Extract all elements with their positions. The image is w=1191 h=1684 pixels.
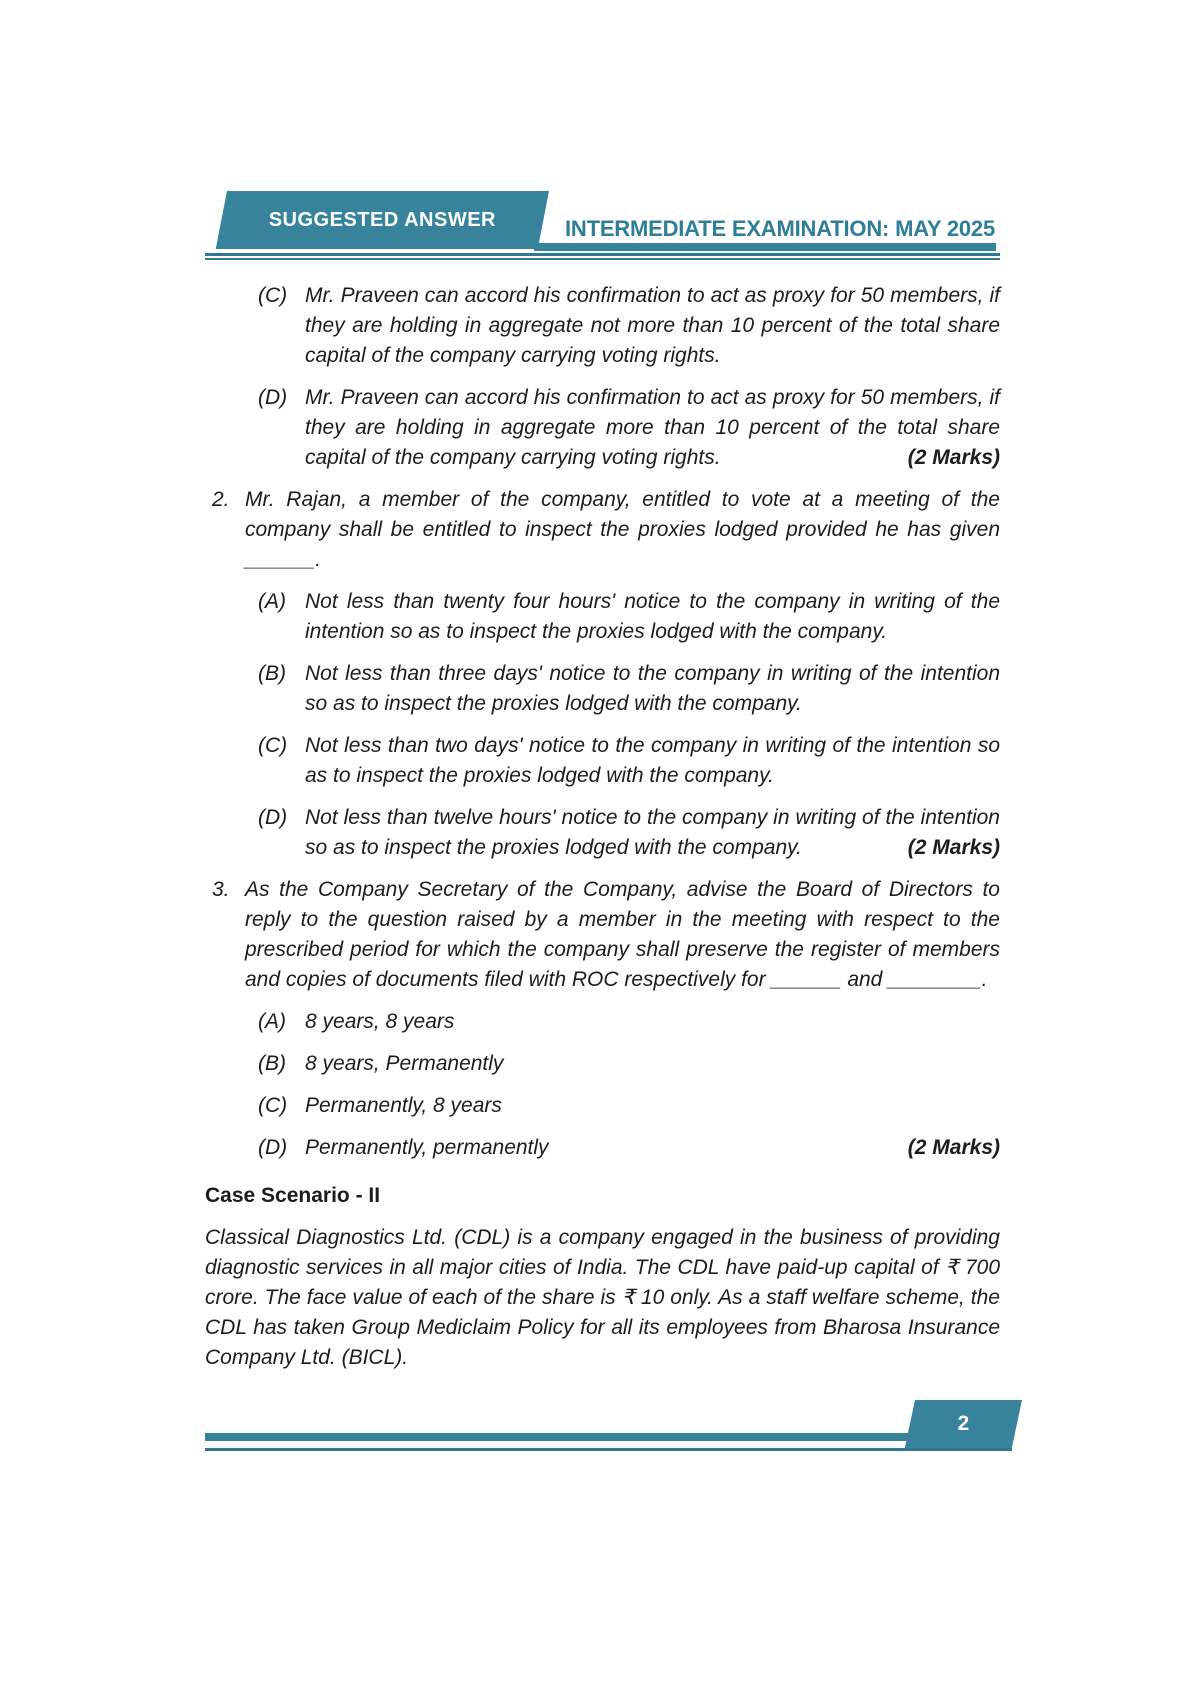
option-text: Not less than twelve hours' notice to the company in writing of the intention so as to inspect the proxies lodged with the company. — [305, 806, 1000, 859]
option-label: (D) — [258, 386, 288, 409]
option-text: Not less than two days' notice to the company in writing of the intention so as to inspect the proxies lodged with the company. — [305, 734, 1000, 787]
option-label: (B) — [258, 662, 286, 685]
marks-badge: (2 Marks) — [907, 1136, 1000, 1159]
question-number: 2. — [212, 488, 230, 511]
q3-option-b — [205, 1049, 1000, 1079]
option-label: (A) — [258, 590, 286, 613]
q2-option-d — [205, 803, 1000, 863]
option-text: Permanently, permanently — [305, 1136, 549, 1159]
option-text: 8 years, Permanently — [305, 1052, 504, 1075]
option-label: (A) — [258, 1010, 286, 1033]
exam-title: INTERMEDIATE EXAMINATION: MAY 2025 — [564, 216, 995, 241]
case-scenario-paragraph: Classical Diagnostics Ltd. (CDL) is a company engaged in the business of providing diagnostic services in all major cities of India. The CDL have paid-up capital of ₹ 700 crore. The face value of each of the share is ₹ 10 only. As a staff welfare scheme, the CDL has taken Group Mediclaim Policy for all its employees from Bharosa Insurance Company Ltd. (BICL). — [205, 1226, 1000, 1369]
option-text: Mr. Praveen can accord his confirmation to act as proxy for 50 members, if they are holding in aggregate not more than 10 percent of the total share capital of the company carrying voting rights. — [305, 284, 1000, 367]
option-text: Not less than three days' notice to the company in writing of the intention so as to inspect the proxies lodged with the company. — [305, 662, 1000, 715]
question-text: Mr. Rajan, a member of the company, entitled to vote at a meeting of the company shall be entitled to inspect the proxies lodged provided he has given ______. — [245, 488, 1000, 571]
option-label: (C) — [258, 734, 288, 757]
question-text: As the Company Secretary of the Company, advise the Board of Directors to reply to the question raised by a member in the meeting with respect to the prescribed period for which the company shall preserve the register of members and copies of documents filed with ROC respectively for ______ and ________. — [245, 878, 1000, 991]
suggested-answer-banner — [216, 191, 549, 249]
q2-option-b — [205, 659, 1000, 719]
option-label: (D) — [258, 1136, 288, 1159]
marks-badge: (2 Marks) — [907, 446, 1000, 469]
q3-option-a — [205, 1007, 1000, 1037]
question-number: 3. — [212, 878, 230, 901]
option-text: Permanently, 8 years — [305, 1094, 502, 1117]
case-scenario-heading: Case Scenario - II — [205, 1184, 381, 1207]
q3-option-c — [205, 1091, 1000, 1121]
option-label: (B) — [258, 1052, 286, 1075]
banner-label: SUGGESTED ANSWER — [268, 209, 497, 231]
option-label: (C) — [258, 284, 288, 307]
option-text: Mr. Praveen can accord his confirmation to act as proxy for 50 members, if they are holding in aggregate more than 10 percent of the total share capital of the company carrying voting rights. — [305, 386, 1000, 469]
option-text: 8 years, 8 years — [305, 1010, 455, 1033]
question-3 — [205, 875, 1000, 995]
question-2 — [205, 485, 1000, 575]
page-number: 2 — [957, 1412, 970, 1435]
option-text: Not less than twenty four hours' notice to the company in writing of the intention so as to inspect the proxies lodged with the company. — [305, 590, 1000, 643]
option-label: (D) — [258, 806, 288, 829]
footer-bar — [205, 1433, 911, 1441]
q2-option-c — [205, 731, 1000, 791]
header-rule-thick — [205, 253, 1000, 256]
q1-option-c — [205, 281, 1000, 371]
page-number-box — [905, 1400, 1022, 1448]
q1-option-d — [205, 383, 1000, 473]
page-body — [205, 281, 1000, 1373]
q3-option-d — [205, 1133, 1000, 1163]
option-label: (C) — [258, 1094, 288, 1117]
footer-rule — [205, 1448, 1012, 1451]
header-rule-thin — [205, 258, 1000, 260]
q2-option-a — [205, 587, 1000, 647]
marks-badge: (2 Marks) — [907, 836, 1000, 859]
header-bar — [534, 243, 996, 251]
